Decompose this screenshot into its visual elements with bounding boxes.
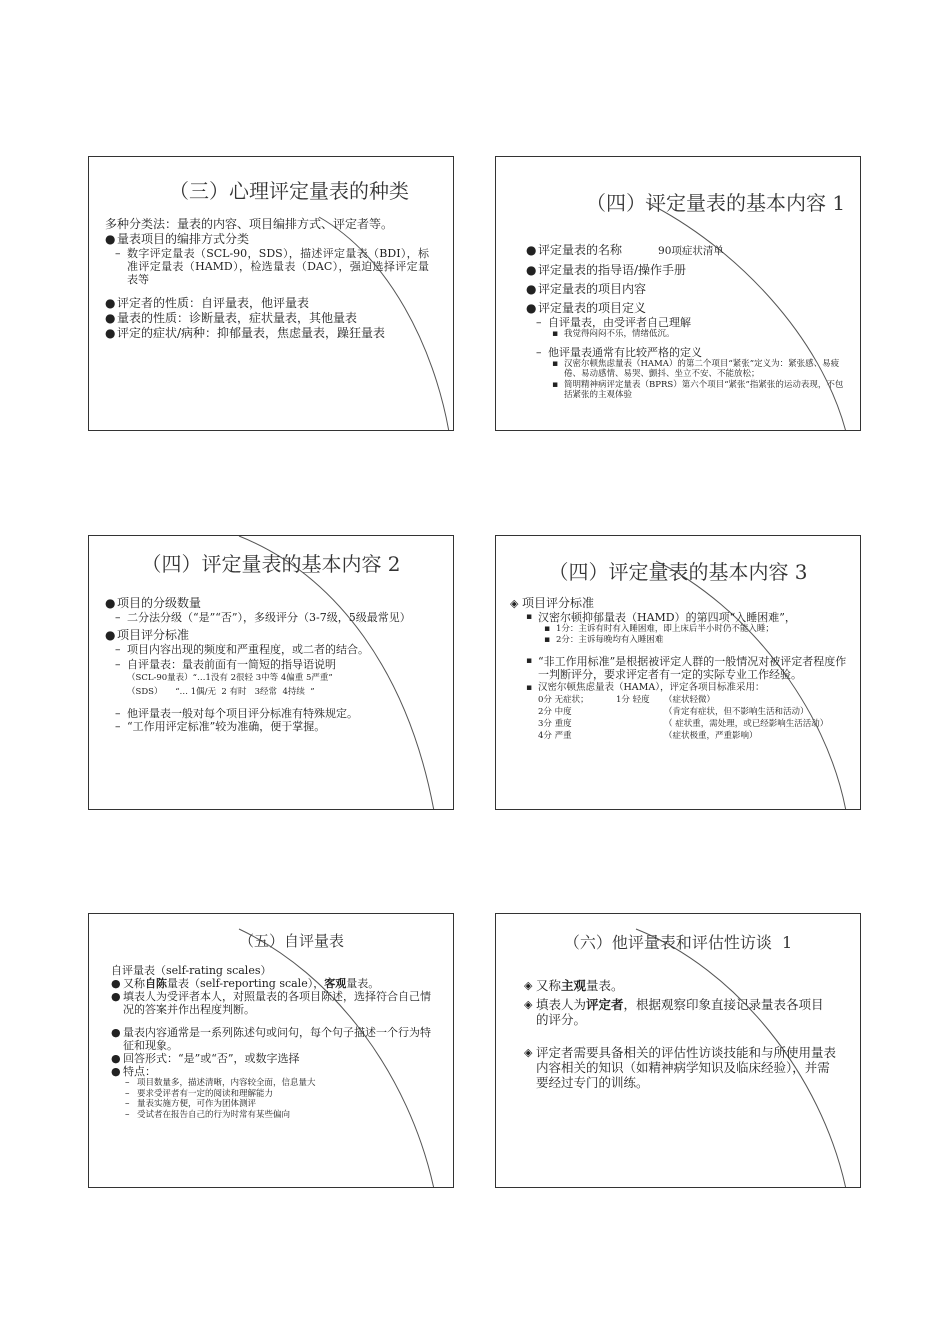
bullet-icon: ● — [111, 977, 121, 990]
feature-text: 量表实施方便，可作为团体测评 — [137, 1099, 257, 1109]
slide-5 — [88, 913, 454, 1188]
slide-title: （三）心理评定量表的种类 — [169, 179, 409, 203]
dash-icon: – — [125, 1078, 130, 1088]
sub-bullet-text: 项目内容出现的频度和严重程度，或二者的结合。 — [127, 643, 369, 656]
score-cell: 2分 中度 — [538, 706, 572, 717]
square-bullet-icon: ▪ — [544, 634, 551, 645]
bullet-text: 又称 — [123, 977, 145, 990]
detail-text: 2分：主诉每晚均有入睡困难 — [556, 634, 664, 645]
square-bullet-icon: ▪ — [526, 656, 533, 666]
slide-4 — [495, 535, 861, 810]
dash-icon: – — [115, 643, 121, 656]
intro-text: 多种分类法：量表的内容、项目编排方式、评定者等。 — [105, 217, 394, 231]
intro-text: 自评量表（self-rating scales） — [111, 964, 272, 977]
slide-2 — [495, 156, 861, 431]
diamond-bullet-icon: ◈ — [524, 1046, 533, 1059]
bullet-text: 特点： — [123, 1065, 156, 1078]
bullet-text: 评定量表的指导语/操作手册 — [538, 263, 687, 277]
score-cell: 4分 严重 — [538, 730, 572, 741]
slide-1 — [88, 156, 454, 431]
bullet-text: 又称 — [536, 978, 562, 993]
score-cell: （ 症状重，需处理，或已经影响生活活动） — [664, 718, 829, 729]
square-bullet-icon: ▪ — [544, 624, 551, 634]
score-table — [538, 694, 850, 742]
bullet-text: 量表。 — [346, 977, 380, 990]
bullet-icon: ● — [111, 990, 121, 1003]
bullet-text: 评定量表的名称 — [538, 243, 623, 257]
slide-6 — [495, 913, 861, 1188]
dash-icon: – — [125, 1109, 130, 1120]
slide-title: （四）评定量表的基本内容 3 — [548, 560, 808, 584]
bullet-text: 量表（self-reporting scale）， — [167, 977, 325, 990]
bullet-text: 量表内容通常是一系列陈述句或问句，每个句子描述一个行为特征和现象。 — [123, 1026, 431, 1052]
sub-bullet-text: “工作用评定标准”较为准确，便于掌握。 — [127, 720, 326, 733]
dash-icon: – — [125, 1099, 130, 1109]
bullet-text: 评定量表的项目内容 — [538, 282, 647, 296]
square-bullet-icon: ▪ — [526, 612, 533, 622]
dash-icon: – — [536, 345, 542, 359]
bullet-icon: ● — [105, 326, 116, 340]
bullet-text: 评定的症状/病种：抑郁量表，焦虑量表，躁狂量表 — [117, 326, 386, 340]
bullet-text: ，根据观察印象直接记录量表各项目的评分。 — [536, 997, 824, 1027]
dash-icon: – — [115, 611, 121, 624]
score-cell: 3分 重度 — [538, 718, 572, 729]
bullet-icon: ● — [526, 263, 537, 277]
sub-bullet-text: 自评量表：量表前面有一简短的指导语说明 — [127, 658, 336, 671]
sub-bullet-text: 他评量表一般对每个项目评分标准有特殊规定。 — [127, 707, 358, 720]
dash-icon: – — [536, 316, 542, 329]
diamond-bullet-icon: ◈ — [510, 597, 519, 610]
slide-title: （四）评定量表的基本内容 2 — [141, 552, 401, 576]
bullet-text: 项目的分级数量 — [117, 596, 202, 610]
detail-text: 汉密尔顿焦虑量表（HAMA）的第二个项目“紧张”定义为：紧张感、易疲倦、易动感情、易哭、颤抖、坐立不安、不能放松； — [564, 358, 840, 379]
score-cell: （肯定有症状，但不影响生活和活动） — [664, 706, 809, 717]
slide-title: （六）他评量表和评估性访谈 1 — [563, 933, 793, 952]
emphasis-text: 评定者 — [586, 997, 624, 1012]
score-cell — [616, 730, 664, 742]
dash-icon: – — [125, 1088, 130, 1099]
bullet-text: 评定者需要具备相关的评估性访谈技能和与所使用量表内容相关的知识（如精神病学知识及临床经验），并需要经过专门的训练。 — [536, 1045, 837, 1090]
feature-text: 受试者在报告自己的行为时常有某些偏向 — [137, 1109, 291, 1120]
bullet-icon: ● — [526, 301, 537, 315]
score-cell: （症状极重，严重影响） — [664, 730, 758, 741]
emphasis-text: 客观 — [324, 977, 347, 990]
detail-text: 简明精神病评定量表（BPRS）第六个项目“紧张”指紧张的运动表现，不包括紧张的主观体验 — [564, 379, 844, 400]
bullet-icon: ● — [526, 282, 537, 296]
slide-title: （四）评定量表的基本内容 1 — [586, 191, 846, 215]
detail-text: 汉密尔顿焦虑量表（HAMA），评定各项目标准采用： — [538, 682, 765, 693]
section-head: 项目评分标准 — [522, 596, 595, 610]
sub-bullet-text: “非工作用标准”是根据被评定人群的一般情况对被评定者程度作一判断评分，要求评定者有一定的实际专业工作经验。 — [538, 655, 847, 681]
bullet-text: 量表。 — [586, 978, 624, 993]
detail-text: 1分：主诉有时有入睡困难，即上床后半小时仍不能入睡； — [556, 624, 774, 634]
square-bullet-icon: ▪ — [552, 379, 559, 390]
bullet-icon: ● — [111, 1026, 121, 1039]
scale-example: （SCL-90量表）“…1没有 2很轻 3中等 4偏重 5严重” — [127, 673, 333, 683]
sub-bullet-text: 他评量表通常有比较严格的定义 — [548, 345, 702, 359]
bullet-icon: ● — [105, 232, 116, 246]
bullet-text: 填表人为 — [536, 997, 587, 1012]
score-cell — [616, 706, 664, 718]
detail-text: 我觉得闷闷不乐，情绪低沉。 — [564, 329, 675, 339]
square-bullet-icon: ▪ — [552, 358, 559, 369]
bullet-text: 填表人为受评者本人，对照量表的各项目陈述，选择符合自己情况的答案并作出程度判断。 — [123, 990, 431, 1016]
score-cell: 1分 轻度 — [616, 694, 650, 705]
scale-example: （SDS） “… 1偶/无 2 有时 3经常 4持续 ” — [127, 686, 315, 697]
bullet-icon: ● — [111, 1065, 121, 1078]
bullet-text: 量表的性质：诊断量表，症状量表，其他量表 — [117, 311, 358, 325]
bullet-icon: ● — [105, 311, 116, 325]
diamond-bullet-icon: ◈ — [524, 998, 533, 1011]
dash-icon: – — [115, 720, 121, 733]
sub-bullet-text: 二分法分级（“是”“否”），多级评分（3-7级，5级最常见） — [127, 611, 411, 624]
score-cell — [616, 718, 664, 730]
emphasis-text: 自陈 — [145, 977, 167, 990]
bullet-text: 回答形式：“是”或“否”，或数字选择 — [123, 1052, 300, 1065]
emphasis-text: 主观 — [561, 978, 587, 993]
sub-bullet-text: 数字评定量表（SCL-90，SDS），描述评定量表（BDI），标准评定量表（HAMD），检选量表（DAC），强迫选择评定量表等 — [127, 247, 429, 286]
bullet-icon: ● — [111, 1052, 121, 1065]
square-bullet-icon: ▪ — [526, 683, 533, 693]
feature-text: 要求受评者有一定的阅读和理解能力 — [137, 1088, 274, 1099]
bullet-icon: ● — [105, 296, 116, 310]
feature-text: 项目数量多，描述清晰，内容较全面，信息量大 — [137, 1078, 316, 1088]
dash-icon: – — [115, 707, 121, 720]
bullet-text: 量表项目的编排方式分类 — [117, 232, 250, 246]
sub-bullet-text: 汉密尔顿抑郁量表（HAMD）的第四项“入睡困难”， — [538, 611, 796, 624]
bullet-icon: ● — [526, 243, 537, 257]
bullet-text: 评定者的性质：自评量表，他评量表 — [117, 296, 310, 310]
bullet-text: 项目评分标准 — [117, 628, 190, 642]
dash-icon: – — [115, 247, 121, 260]
bullet-icon: ● — [105, 596, 116, 610]
score-cell: 0分 无症状； — [538, 694, 589, 705]
slide-3 — [88, 535, 454, 810]
dash-icon: – — [115, 658, 121, 671]
score-cell: （症状轻微） — [664, 694, 716, 705]
note-text: 90项症状清单 — [658, 245, 724, 257]
bullet-text: 评定量表的项目定义 — [538, 301, 647, 315]
square-bullet-icon: ▪ — [552, 329, 559, 339]
slide-title: （五）自评量表 — [239, 932, 345, 950]
diamond-bullet-icon: ◈ — [524, 979, 533, 992]
bullet-icon: ● — [105, 628, 116, 642]
sub-bullet-text: 自评量表，由受评者自己理解 — [548, 316, 691, 329]
